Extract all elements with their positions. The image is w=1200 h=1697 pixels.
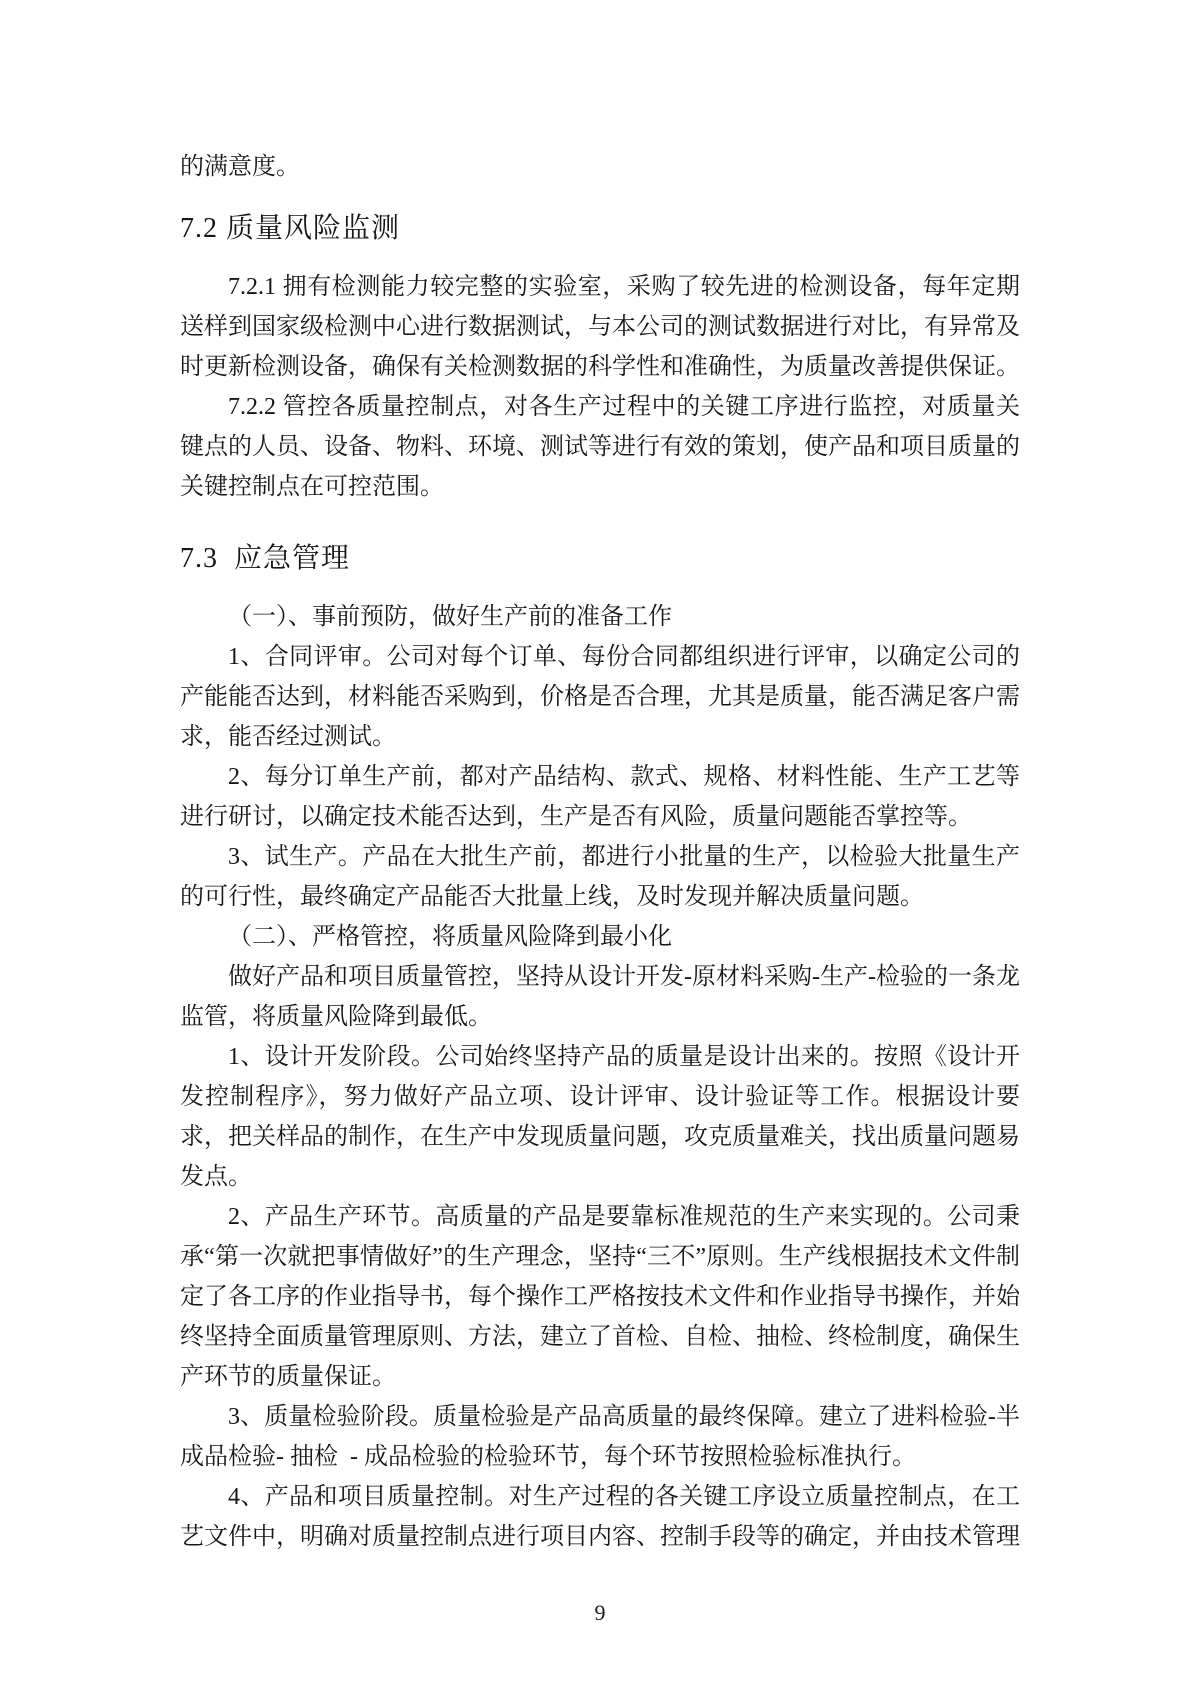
body-paragraph: 4、产品和项目质量控制。对生产过程的各关键工序设立质量控制点，在工艺文件中，明确对质量控制点进行项目内容、控制手段等的确定，并由技术管理	[180, 1484, 1020, 1550]
body-paragraph: 2、产品生产环节。高质量的产品是要靠标准规范的生产来实现的。公司秉承“第一次就把事情做好”的生产理念，坚持“三不”原则。生产线根据技术文件制定了各工序的作业指导书，每个操作工严格按技术文件和作业指导书操作，并始终坚持全面质量管理原则、方法，建立了首检、自检、抽检、终检制度，确保生产环节的质量保证。	[180, 1204, 1020, 1390]
body-paragraph: 1、合同评审。公司对每个订单、每份合同都组织进行评审，以确定公司的产能能否达到，材料能否采购到，价格是否合理，尤其是质量，能否满足客户需求，能否经过测试。	[180, 644, 1020, 750]
body-paragraph: 7.2.2 管控各质量控制点，对各生产过程中的关键工序进行监控，对质量关键点的人员、设备、物料、环境、测试等进行有效的策划，使产品和项目质量的关键控制点在可控范围。	[180, 394, 1020, 500]
body-paragraph: 7.2.1 拥有检测能力较完整的实验室，采购了较先进的检测设备，每年定期送样到国家级检测中心进行数据测试，与本公司的测试数据进行对比，有异常及时更新检测设备，确保有关检测数据的科学性和准确性，为质量改善提供保证。	[180, 274, 1020, 380]
section-heading: 7.2 质量风险监测	[180, 213, 401, 244]
body-paragraph: （一）、事前预防，做好生产前的准备工作	[228, 604, 672, 630]
body-paragraph: 2、每分订单生产前，都对产品结构、款式、规格、材料性能、生产工艺等进行研讨，以确定技术能否达到，生产是否有风险，质量问题能否掌控等。	[180, 764, 1020, 830]
section-heading: 7.3 应急管理	[180, 543, 351, 574]
body-paragraph: 的满意度。	[180, 154, 300, 180]
body-paragraph: （二）、严格管控，将质量风险降到最小化	[228, 924, 672, 950]
body-paragraph: 3、试生产。产品在大批生产前，都进行小批量的生产，以检验大批量生产的可行性，最终确定产品能否大批量上线，及时发现并解决质量问题。	[180, 844, 1020, 910]
page-number: 9	[594, 1600, 606, 1625]
body-paragraph: 做好产品和项目质量管控，坚持从设计开发-原材料采购-生产-检验的一条龙监管，将质量风险降到最低。	[180, 964, 1020, 1030]
page-footer	[180, 1595, 1020, 1631]
body-paragraph: 3、质量检验阶段。质量检验是产品高质量的最终保障。建立了进料检验-半成品检验- 抽检 - 成品检验的检验环节，每个环节按照检验标准执行。	[180, 1404, 1020, 1470]
document-body	[180, 147, 1020, 1557]
body-paragraph: 1、设计开发阶段。公司始终坚持产品的质量是设计出来的。按照《设计开发控制程序》，努力做好产品立项、设计评审、设计验证等工作。根据设计要求，把关样品的制作，在生产中发现质量问题，攻克质量难关，找出质量问题易发点。	[180, 1044, 1020, 1190]
